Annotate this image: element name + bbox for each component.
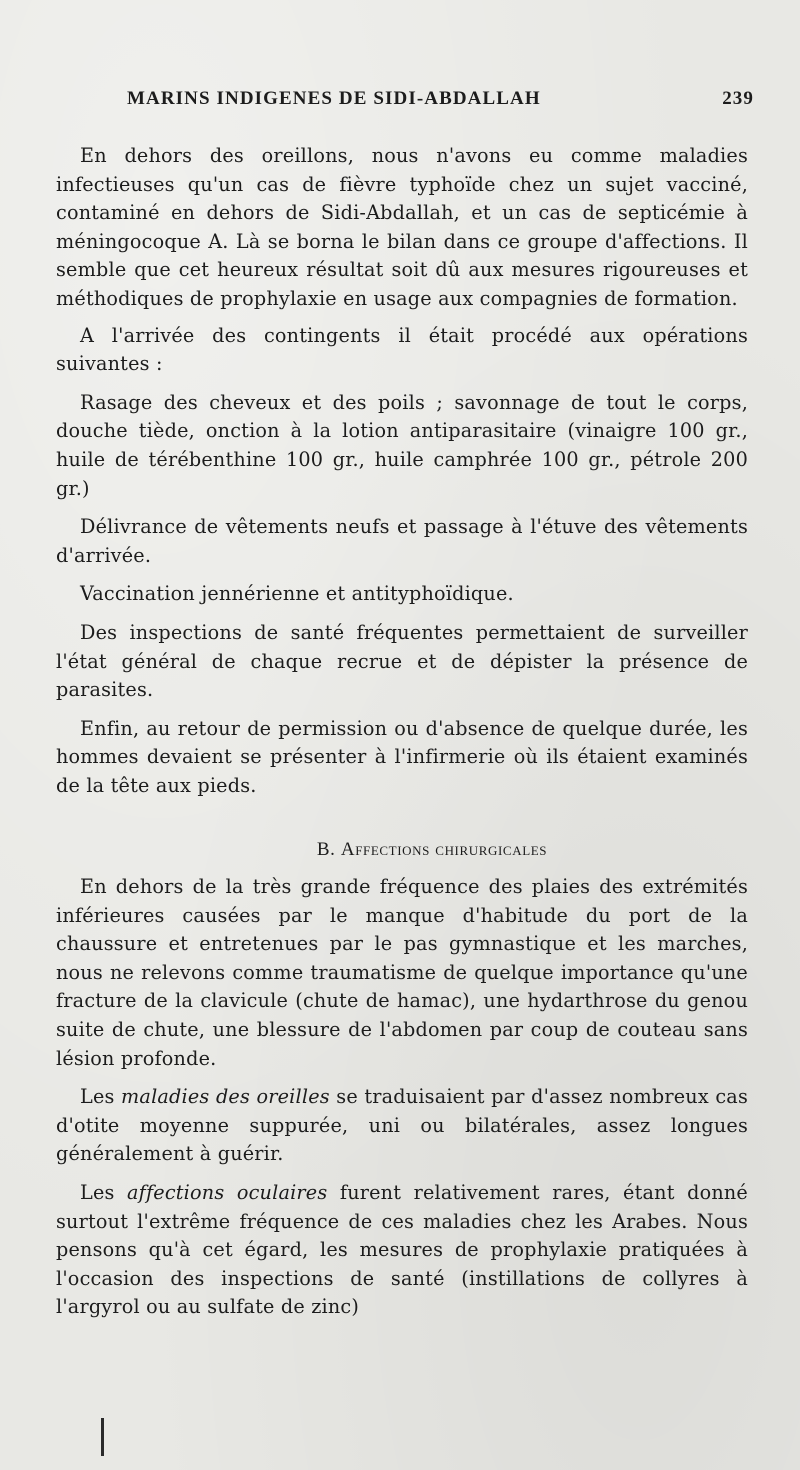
paragraph-health-inspections: Des inspections de santé fréquentes permettaient de surveiller l'état général de chaque recrue et de dépister la présence de parasites. [56, 620, 748, 702]
section-heading-surgical [56, 836, 748, 865]
paragraph-return-examination: Enfin, au retour de permission ou d'absence de quelque durée, les hommes devaient se présenter à l'infirmerie où ils étaient examinés de la tête aux pieds. [56, 716, 748, 797]
section-title: Affections chirurgicales [340, 839, 548, 861]
text-run: Les [80, 1181, 128, 1204]
paragraph-ear-diseases [56, 1083, 748, 1169]
italic-term: maladies des oreilles [121, 1085, 330, 1109]
scan-artifact-mark [101, 1418, 104, 1456]
paragraph-surgical-conditions: En dehors de la très grande fréquence des plaies des extrémités inférieures causées par le manque d'habitude du port de la chaussure et entretenues par le pas gymnastique et les marches, nous ne relevons comme traumatisme de quelque importance qu'une fracture de la clavicule (chute de hamac), une hydarthrose du genou suite de chute, une blessure de l'abdomen par coup de couteau sans lésion profonde. [56, 875, 748, 1070]
paragraph-eye-conditions [56, 1179, 748, 1322]
paragraph-shaving-lotion: Rasage des cheveux et des poils ; savonnage de tout le corps, douche tiède, onction à la lotion antiparasitaire (vinaigre 100 gr., huile de térébenthine 100 gr., huile camphrée 100 gr., pétrole 200 gr.) [56, 390, 748, 500]
paragraph-infectious-diseases: En dehors des oreillons, nous n'avons eu comme maladies infectieuses qu'un cas de fièvre typhoïde chez un sujet vacciné, contaminé en dehors de Sidi-Abdallah, et un cas de septicémie à méningocoque A. Là se borna le bilan dans ce groupe d'affections. Il semble que cet heureux résultat soit dû aux mesures rigoureuses et méthodiques de prophylaxie en usage aux compagnies de formation. [56, 144, 748, 310]
text-run: furent relativement rares, étant donné surtout l'extrême fréquence de ces maladies chez les Arabes. Nous pensons qu'à cet égard, les mesures de prophylaxie pratiquées à l'occasion des inspections de santé (instillations de collyres à l'argyrol ou au sulfate de zinc) [56, 1181, 748, 1319]
italic-term: affections oculaires [127, 1181, 328, 1204]
body-text [56, 142, 748, 1322]
page-number: 239 [722, 88, 754, 109]
paragraph-arrival-procedures: A l'arrivée des contingents il était procédé aux opérations suivantes : [56, 323, 748, 376]
running-title: MARINS INDIGENES DE SIDI-ABDALLAH [127, 88, 541, 109]
running-header [127, 88, 754, 110]
paragraph-vaccination: Vaccination jennérienne et antityphoïdique. [80, 582, 514, 606]
paragraph-clothing: Délivrance de vêtements neufs et passage à l'étuve des vêtements d'arrivée. [56, 515, 748, 567]
text-run: Les [80, 1085, 122, 1109]
text-run: se traduisaient par d'assez nombreux cas d'otite moyenne suppurée, uni ou bilatérales, assez longues généralement à guérir. [56, 1085, 748, 1166]
section-letter: B. [316, 839, 336, 861]
